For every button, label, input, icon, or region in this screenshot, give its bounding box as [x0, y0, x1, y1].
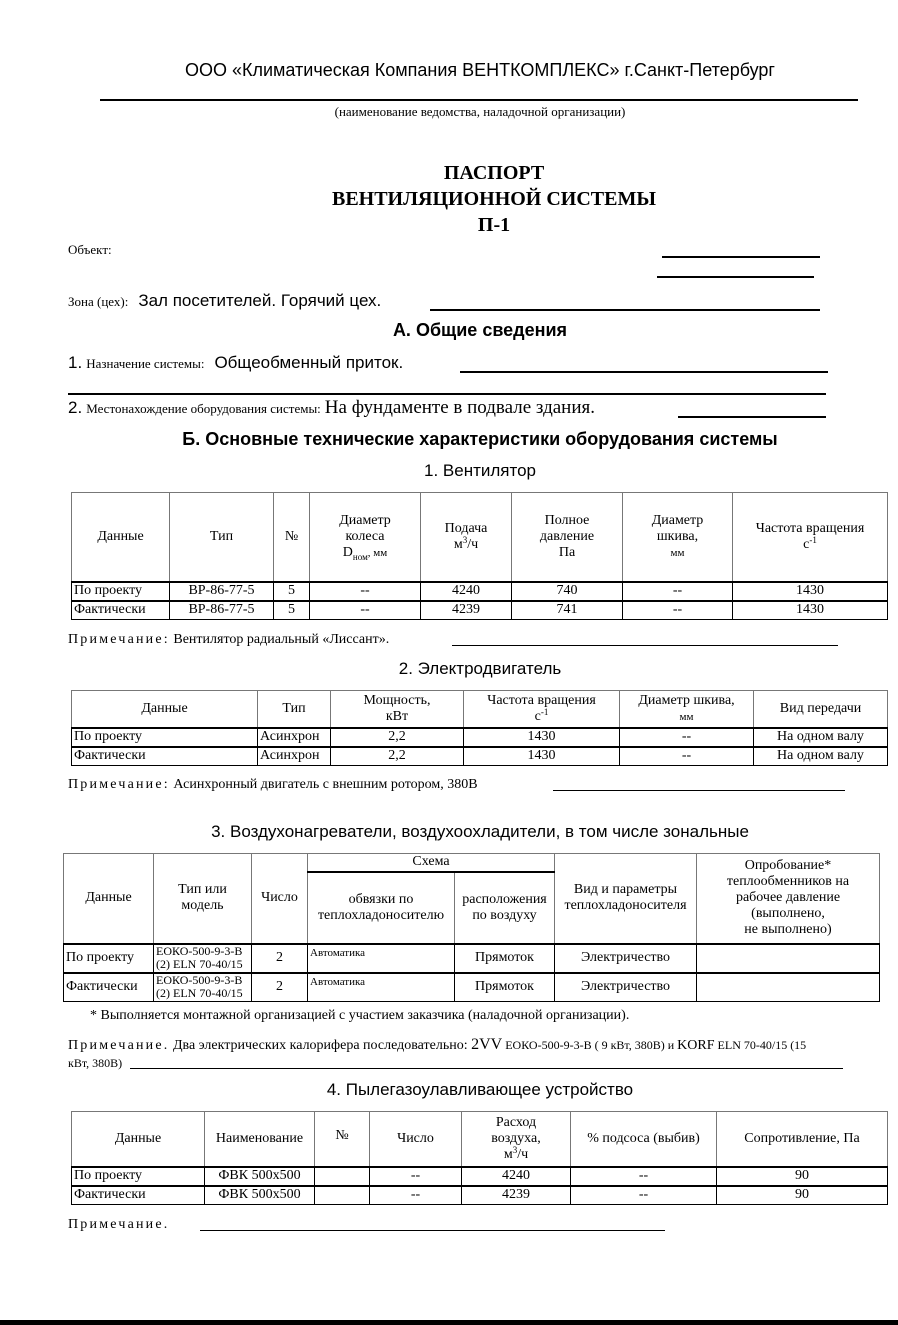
wheel-diameter-symbol: D — [342, 544, 353, 560]
dust-note-line[interactable] — [200, 1230, 665, 1231]
cell-wheel-diameter: -- — [310, 582, 421, 601]
flow-unit: м — [503, 1146, 513, 1162]
cell-rpm: 1430 — [733, 582, 888, 601]
cell-power: 2,2 — [331, 747, 464, 766]
section-a-heading: А. Общие сведения — [392, 320, 568, 340]
model-line-1: ЕОКО-500-9-3-В — [156, 944, 243, 958]
position-l2: по воздуху — [472, 907, 537, 923]
dust-header-resistance: Сопротивление, Па — [717, 1112, 888, 1167]
motor-header-pulley — [620, 691, 754, 728]
cell-test[interactable] — [697, 944, 880, 973]
flow-unit-rest: /ч — [467, 536, 479, 552]
dust-header-count: Число — [370, 1112, 462, 1167]
cell-resistance: 90 — [717, 1186, 888, 1205]
model-line-2: (2) ELN 70-40/15 — [156, 957, 243, 971]
rpm-unit-sup: -1 — [540, 706, 549, 717]
heaters-row-actual — [64, 973, 880, 1002]
zone-label: Зона (цех): — [68, 294, 129, 309]
pulley-l2: мм — [679, 710, 694, 723]
note-text-5: ELN 70-40/15 (15 — [714, 1038, 807, 1052]
heaters-header-count: Число — [252, 854, 308, 944]
cell-count: 2 — [252, 944, 308, 973]
flow-l2 — [423, 534, 509, 553]
cell-number: 5 — [274, 582, 310, 601]
cell-power: 2,2 — [331, 728, 464, 747]
item-2-number: 2. — [68, 398, 83, 417]
equipment-location-value: На фундаменте в подвале здания. — [324, 397, 595, 418]
cell-count: -- — [370, 1167, 462, 1186]
flow-unit-sup: 3 — [512, 1144, 518, 1155]
motor-note — [68, 777, 478, 793]
cell-type: Асинхрон — [258, 747, 331, 766]
fan-note-line[interactable] — [452, 645, 838, 646]
flow-unit: м — [453, 536, 463, 552]
note-text-1: Два электрических калорифера последовательно: — [172, 1038, 472, 1053]
motor-heading: 2. Электродвигатель — [398, 659, 562, 678]
zone-field-line[interactable] — [430, 309, 820, 311]
position-l1: расположения — [462, 891, 547, 907]
note-label: Примечание: — [68, 632, 170, 647]
cell-count: 2 — [252, 973, 308, 1002]
cell-drive: На одном валу — [754, 728, 888, 747]
rpm-l1: Частота вращения — [487, 692, 596, 708]
object-label: Объект: — [68, 242, 112, 257]
fan-heading: 1. Вентилятор — [424, 461, 536, 480]
heaters-table — [63, 853, 880, 1002]
fan-header-data: Данные — [72, 493, 170, 582]
power-l1: Мощность, — [363, 692, 431, 708]
piping-l1: обвязки по — [348, 891, 414, 907]
page-bottom-border — [0, 1320, 898, 1325]
cell-leak: -- — [571, 1167, 717, 1186]
heaters-header-position — [455, 872, 555, 944]
heaters-note-line[interactable] — [130, 1068, 843, 1069]
pressure-l1: Полное — [544, 512, 590, 528]
cell-type: ВР-86-77-5 — [170, 601, 274, 620]
cell-drive: На одном валу — [754, 747, 888, 766]
cell-type: Асинхрон — [258, 728, 331, 747]
rpm-l2 — [466, 706, 617, 725]
rpm-unit-sup: -1 — [809, 534, 817, 545]
heaters-footnote: * Выполняется монтажной организацией с участием заказчика (наладочной организации). — [90, 1008, 630, 1023]
system-purpose-row — [68, 353, 403, 373]
motor-header-drive: Вид передачи — [754, 691, 888, 728]
cell-position: Прямоток — [455, 973, 555, 1002]
medium-l2: теплохладоносителя — [564, 898, 687, 914]
cell-type: ВР-86-77-5 — [170, 582, 274, 601]
model-l1: Тип или — [178, 882, 227, 898]
cell-pulley: -- — [623, 601, 733, 620]
flow-l1: Подача — [444, 520, 488, 536]
test-l1: Опробование* — [744, 858, 832, 874]
dust-row-actual — [72, 1186, 888, 1205]
title-line-1: ПАСПОРТ — [443, 162, 545, 184]
cell-test[interactable] — [697, 973, 880, 1002]
note-label: Примечание. — [68, 1038, 170, 1053]
title-line-2: ВЕНТИЛЯЦИОННОЙ СИСТЕМЫ — [331, 188, 656, 210]
motor-row-design — [72, 728, 888, 747]
cell-pulley: -- — [623, 582, 733, 601]
pulley-l3: мм — [670, 546, 685, 559]
fan-header-pressure — [512, 493, 623, 582]
cell-data: По проекту — [72, 728, 258, 747]
note-text-3: ЕОКО-500-9-3-В ( 9 кВт, 380В) и — [502, 1038, 678, 1052]
cell-name: ФВК 500х500 — [205, 1186, 315, 1205]
motor-table — [71, 690, 888, 766]
wheel-diameter-unit: , мм — [367, 546, 388, 559]
equipment-location-label: Местонахождение оборудования системы: — [86, 401, 321, 416]
test-l3: рабочее давление — [735, 890, 841, 906]
heaters-header-model — [154, 854, 252, 944]
rpm-l2 — [735, 534, 885, 553]
heaters-row-design — [64, 944, 880, 973]
dust-header-flow — [462, 1112, 571, 1167]
note-text: Асинхронный двигатель с внешним ротором, 380В — [173, 777, 478, 792]
system-purpose-value: Общеобменный приток. — [214, 353, 404, 372]
section-b-heading: Б. Основные технические характеристики оборудования системы — [182, 429, 778, 449]
wheel-diameter-l2: колеса — [345, 528, 385, 544]
flow-l3 — [464, 1144, 568, 1163]
fan-header-type: Тип — [170, 493, 274, 582]
heaters-header-medium — [555, 854, 697, 944]
flow-unit-sup: 3 — [462, 534, 468, 545]
dust-heading: 4. Пылегазоулавливающее устройство — [326, 1080, 634, 1099]
cell-number[interactable] — [315, 1167, 370, 1186]
fan-row-design — [72, 582, 888, 601]
flow-l1: Расход — [495, 1114, 537, 1130]
cell-data: Фактически — [64, 973, 154, 1002]
cell-flow: 4240 — [421, 582, 512, 601]
cell-pressure: 740 — [512, 582, 623, 601]
fan-header-wheel-diameter — [310, 493, 421, 582]
heaters-note — [68, 1035, 898, 1056]
model-line-2: (2) ELN 70-40/15 — [156, 986, 243, 1001]
cell-data: По проекту — [72, 582, 170, 601]
heaters-header-test — [697, 854, 880, 944]
zone-row — [68, 291, 381, 311]
title-line-3: П-1 — [477, 214, 511, 236]
cell-leak: -- — [571, 1186, 717, 1205]
note-text: Вентилятор радиальный «Лиссант». — [173, 632, 390, 647]
rpm-l1: Частота вращения — [755, 520, 865, 536]
dust-note-label: Примечание. — [68, 1217, 170, 1232]
cell-resistance: 90 — [717, 1167, 888, 1186]
equipment-location-row — [68, 397, 595, 419]
test-l2: теплообменников на — [726, 874, 850, 890]
model-l2: модель — [181, 898, 224, 914]
cell-data: По проекту — [72, 1167, 205, 1186]
dust-header-leak: % подсоса (выбив) — [571, 1112, 717, 1167]
cell-data: Фактически — [72, 601, 170, 620]
cell-piping: Автоматика — [308, 944, 455, 973]
object-field-line-2[interactable] — [657, 276, 814, 278]
cell-data: По проекту — [64, 944, 154, 973]
fan-table — [71, 492, 888, 620]
cell-number: 5 — [274, 601, 310, 620]
cell-name: ФВК 500х500 — [205, 1167, 315, 1186]
motor-header-data: Данные — [72, 691, 258, 728]
pulley-l1: Диаметр — [651, 512, 704, 528]
heaters-heading: 3. Воздухонагреватели, воздухоохладители, в том числе зональные — [211, 822, 749, 841]
flow-l2: воздуха, — [491, 1130, 541, 1146]
test-l5: не выполнено) — [744, 922, 832, 938]
model-line-1: ЕОКО-500-9-3-В — [156, 973, 243, 988]
cell-rpm: 1430 — [464, 747, 620, 766]
pulley-l2: шкива, — [656, 528, 699, 544]
cell-count: -- — [370, 1186, 462, 1205]
flow-unit-rest: /ч — [517, 1146, 529, 1162]
cell-position: Прямоток — [455, 944, 555, 973]
cell-flow: 4239 — [462, 1186, 571, 1205]
organization-caption: (наименование ведомства, наладочной организации) — [334, 104, 626, 119]
cell-pulley: -- — [620, 728, 754, 747]
test-l4: (выполнено, — [751, 906, 825, 922]
pulley-l1: Диаметр шкива, — [638, 692, 735, 708]
cell-pressure: 741 — [512, 601, 623, 620]
cell-flow: 4240 — [462, 1167, 571, 1186]
cell-medium: Электричество — [555, 944, 697, 973]
wheel-diameter-l1: Диаметр — [339, 512, 391, 528]
organization-name: ООО «Климатическая Компания ВЕНТКОМПЛЕКС» г.Санкт-Петербург — [184, 60, 775, 80]
heaters-header-piping — [308, 872, 455, 944]
fan-header-rpm — [733, 493, 888, 582]
fan-header-flow — [421, 493, 512, 582]
motor-note-line[interactable] — [553, 790, 845, 791]
cell-medium: Электричество — [555, 973, 697, 1002]
dust-header-data: Данные — [72, 1112, 205, 1167]
heaters-header-data: Данные — [64, 854, 154, 944]
fan-row-actual — [72, 601, 888, 620]
cell-model — [154, 944, 252, 973]
cell-data: Фактически — [72, 1186, 205, 1205]
dust-header-name: Наименование — [205, 1112, 315, 1167]
cell-flow: 4239 — [421, 601, 512, 620]
heaters-header-scheme: Схема — [308, 854, 555, 872]
item-1-number: 1. — [68, 353, 83, 372]
wheel-diameter-l3 — [312, 545, 418, 561]
fan-header-pulley-diameter — [623, 493, 733, 582]
power-l2: кВт — [385, 708, 409, 724]
cell-number[interactable] — [315, 1186, 370, 1205]
system-purpose-line[interactable] — [460, 371, 828, 373]
wheel-diameter-subscript: ном — [352, 551, 368, 562]
system-purpose-line-2[interactable] — [68, 393, 826, 395]
dust-header-number: № — [315, 1112, 370, 1167]
motor-row-actual — [72, 747, 888, 766]
cell-rpm: 1430 — [464, 728, 620, 747]
cell-rpm: 1430 — [733, 601, 888, 620]
rpm-unit: с — [534, 708, 541, 724]
motor-header-rpm — [464, 691, 620, 728]
medium-l1: Вид и параметры — [573, 882, 678, 898]
cell-wheel-diameter: -- — [310, 601, 421, 620]
organization-underline — [100, 99, 858, 101]
note-text-2: 2VV — [471, 1036, 503, 1053]
dust-table — [71, 1111, 888, 1205]
motor-header-type: Тип — [258, 691, 331, 728]
rpm-unit: с — [803, 536, 810, 552]
cell-model — [154, 973, 252, 1002]
cell-data: Фактически — [72, 747, 258, 766]
note-label: Примечание: — [68, 777, 170, 792]
document-title — [0, 160, 898, 238]
cell-pulley: -- — [620, 747, 754, 766]
object-field-line-1[interactable] — [662, 256, 820, 258]
zone-value: Зал посетителей. Горячий цех. — [138, 291, 382, 310]
equipment-location-line[interactable] — [678, 416, 826, 418]
motor-header-power — [331, 691, 464, 728]
dust-row-design — [72, 1167, 888, 1186]
system-purpose-label: Назначение системы: — [86, 356, 205, 371]
pressure-l3: Па — [558, 544, 576, 560]
piping-l2: теплохладоносителю — [317, 907, 445, 923]
pressure-l2: давление — [539, 528, 595, 544]
note-text-4: KORF — [677, 1038, 715, 1053]
fan-note — [68, 632, 389, 648]
cell-piping: Автоматика — [308, 973, 455, 1002]
fan-header-number: № — [274, 493, 310, 582]
heaters-note-cont: кВт, 380В) — [68, 1056, 123, 1070]
